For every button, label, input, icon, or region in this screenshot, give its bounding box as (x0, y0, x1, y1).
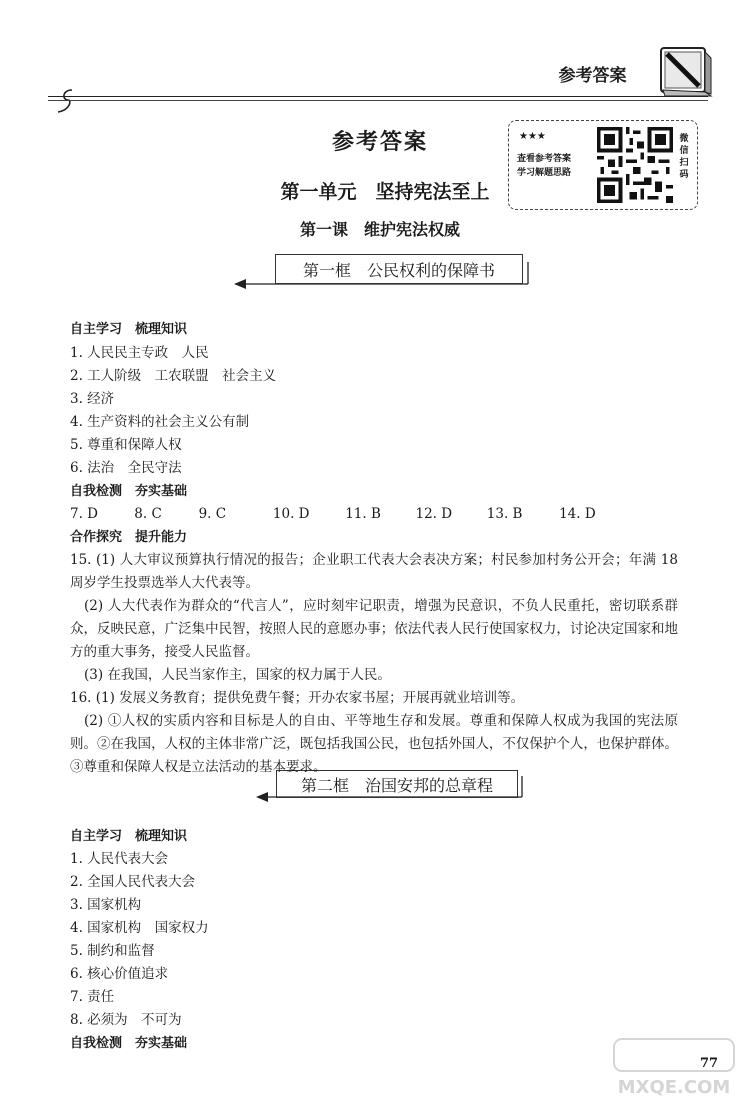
mc-answer: 14. D (559, 506, 596, 522)
qr-panel[interactable] (508, 120, 698, 210)
list-item: 8. 必须为 不可为 (70, 1012, 182, 1028)
list-item: 3. 经济 (70, 391, 115, 407)
mc-answer: 11. B (345, 506, 381, 522)
section-heading: 自我检测 夯实基础 (70, 1036, 188, 1051)
section-heading: 自主学习 梳理知识 (70, 322, 188, 337)
section-heading: 自主学习 梳理知识 (70, 829, 188, 844)
section-2-title: 第二框 治国安邦的总章程 (276, 770, 518, 798)
list-item: 1. 人民民主专政 人民 (70, 345, 209, 361)
section-heading: 自我检测 夯实基础 (70, 484, 188, 499)
qr-caption-1: 查看参考答案 (517, 154, 572, 164)
list-item: 4. 国家机构 国家权力 (70, 920, 209, 936)
mc-answers (70, 503, 619, 526)
answer-paragraph: (3) 在我国，人民当家作主，国家的权力属于人民。 (84, 667, 391, 683)
answer-paragraph: (2) 人大代表作为群众的“代言人”，应时刻牢记职责，增强为民意识，不负人民重托，密切联系群众，反映民意，广泛集中民智，按照人民的意愿办事；依法代表人民行使国家权力，讨论决定国家和地方的重大事务，接受人民监督。 (70, 598, 678, 660)
qr-stars: ★★★ (519, 131, 546, 142)
svg-text:MXQE.COM: MXQE.COM (617, 1077, 731, 1098)
watermark-logo (610, 1035, 745, 1101)
lesson-title: 第一课 维护宪法权威 (299, 220, 460, 239)
mc-answer: 7. D (70, 506, 98, 522)
mc-answer: 10. D (272, 506, 310, 522)
page-title: 参考答案 (331, 130, 428, 155)
answer-paragraph: 15. (1) 人大审议预算执行情况的报告；企业职工代表大会表决方案；村民参加村务公开会；年满 18 周岁学生投票选举人大代表等。 (70, 552, 678, 591)
section-heading: 合作探究 提升能力 (70, 530, 188, 545)
answer-paragraph: 16. (1) 发展义务教育；提供免费午餐；开办农家书屋；开展再就业培训等。 (70, 690, 525, 706)
list-item: 2. 全国人民代表大会 (70, 874, 196, 890)
answer-paragraph: (2) ①人权的实质内容和目标是人的自由、平等地生存和发展。尊重和保障人权成为我国的宪法原则。②在我国，人权的主体非常广泛，既包括我国公民，也包括外国人，不仅保护个人，也保护群体。③尊重和保障人权是立法活动的基本要求。 (70, 713, 678, 775)
header-tab-label: 参考答案 (558, 65, 627, 86)
unit-title: 第一单元 坚持宪法至上 (280, 181, 490, 203)
list-item: 6. 核心价值追求 (70, 966, 169, 982)
list-item: 2. 工人阶级 工农联盟 社会主义 (70, 368, 277, 384)
qr-side-text: 微信扫码 (679, 134, 689, 180)
list-item: 5. 制约和监督 (70, 943, 155, 959)
list-item: 6. 法治 全民守法 (70, 460, 182, 476)
mc-answer: 13. B (486, 506, 523, 522)
mc-answer: 9. C (198, 506, 227, 522)
list-item: 3. 国家机构 (70, 897, 142, 913)
section-1-title: 第一框 公民权利的保障书 (275, 254, 523, 284)
page-number: 77 (700, 1056, 719, 1071)
list-item: 5. 尊重和保障人权 (70, 437, 182, 453)
header-rule (48, 96, 708, 102)
book-icon (655, 40, 715, 100)
list-item: 4. 生产资料的社会主义公有制 (70, 414, 250, 430)
list-item: 7. 责任 (70, 989, 115, 1005)
qr-caption-2: 学习解题思路 (517, 168, 572, 178)
list-item: 1. 人民代表大会 (70, 851, 169, 867)
qr-code-icon[interactable] (597, 127, 673, 203)
mc-answer: 8. C (134, 506, 162, 522)
mc-answer: 12. D (415, 506, 453, 522)
